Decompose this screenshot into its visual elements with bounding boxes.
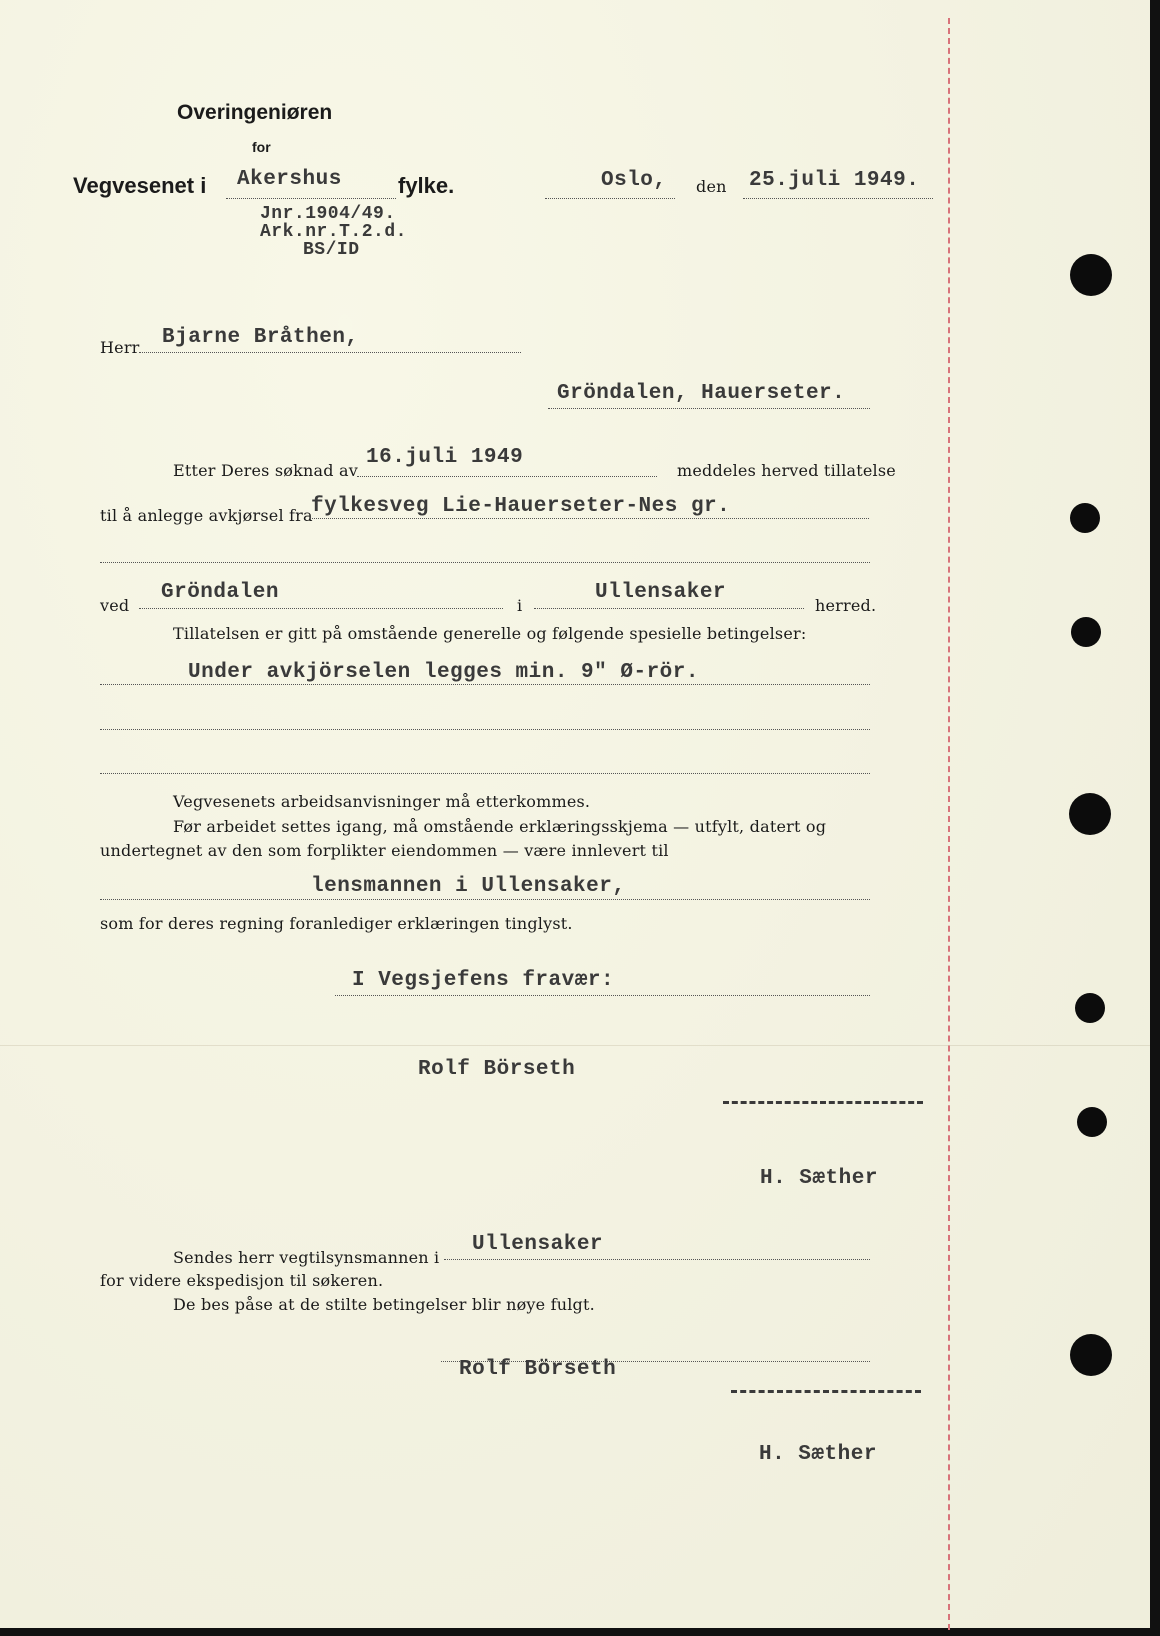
forwarding-purpose: for videre ekspedisjon til søkeren. [100,1271,384,1290]
county-field: Akershus [237,168,342,191]
paper-fold [0,1045,1150,1046]
county-suffix: fylke. [398,173,455,198]
recipient-name: Bjarne Bråthen, [162,326,359,349]
forward-signature-name-1: Rolf Börseth [459,1358,617,1381]
road-field: fylkesveg Lie-Hauerseter-Nes gr. [311,495,731,518]
forward-municipality-line [444,1259,870,1260]
margin-line [948,18,950,1630]
municipality-field-line [534,608,804,609]
deliver-to-line [100,899,870,900]
ved-label: ved [100,596,130,615]
application-date: 16.juli 1949 [366,446,524,469]
signature-name-2: H. Sæther [760,1167,878,1190]
den-label: den [696,177,727,196]
punch-hole [1070,503,1100,533]
punch-hole [1070,254,1112,296]
signature-line [731,1390,921,1393]
recipient-address: Gröndalen, Hauerseter. [557,382,846,405]
punch-hole [1070,1334,1112,1376]
application-date-line [357,476,657,477]
signature-line [723,1101,923,1104]
punch-hole [1071,617,1101,647]
place-field: Oslo, [601,169,667,192]
municipality-field: Ullensaker [595,581,727,604]
absence-note: I Vegsjefens fravær: [352,969,615,992]
herr-label: Herr [100,338,140,357]
forwarding-instruction: De bes påse at de stilte betingelser blir nøye fulgt. [173,1295,595,1314]
permission-text: meddeles herved tillatelse [677,461,896,480]
name-field-line [139,352,521,353]
condition-line [100,684,870,685]
deliver-to: lensmannen i Ullensaker, [311,875,626,898]
work-instructions: Vegvesenets arbeidsanvisninger må etterkommes. [173,792,591,811]
org-prefix: Vegvesenet i [73,173,207,198]
punch-hole [1069,793,1111,835]
forwarding-intro: Sendes herr vegtilsynsmannen i [173,1248,440,1267]
special-condition: Under avkjörselen legges min. 9" Ø-rör. [188,661,699,684]
initials: BS/ID [303,240,360,260]
before-work-line1: Før arbeidet settes igang, må omstående erklæringsskjema — utfylt, datert og [173,817,827,836]
location-field: Gröndalen [161,581,279,604]
archive-number: Ark.nr.T.2.d. [260,222,407,242]
conditions-intro: Tillatelsen er gitt på omstående generelle og følgende spesielle betingelser: [173,624,807,643]
for-label: for [252,139,271,155]
registration-text: som for deres regning foranlediger erklæringen tinglyst. [100,914,573,933]
application-intro: Etter Deres søknad av [173,461,358,480]
blank-line [100,562,870,563]
punch-hole [1077,1107,1107,1137]
signature-name-1: Rolf Börseth [418,1058,576,1081]
address-field-line [548,408,870,409]
journal-number: Jnr.1904/49. [260,204,396,224]
road-field-line [309,518,869,519]
herred-label: herred. [815,596,877,615]
location-field-line [139,608,503,609]
blank-line [100,773,870,774]
date-field-line [743,198,933,199]
forward-signature-name-2: H. Sæther [759,1443,877,1466]
date-field: 25.juli 1949. [749,169,920,192]
forward-municipality: Ullensaker [472,1233,604,1256]
access-intro: til å anlegge avkjørsel fra [100,506,313,525]
county-field-line [226,198,396,199]
place-field-line [545,198,675,199]
punch-hole [1075,993,1105,1023]
i-label: i [517,596,523,615]
absence-line [335,995,870,996]
office-title: Overingeniøren [177,101,333,124]
blank-line [100,729,870,730]
before-work-line2: undertegnet av den som forplikter eiendommen — være innlevert til [100,841,669,860]
